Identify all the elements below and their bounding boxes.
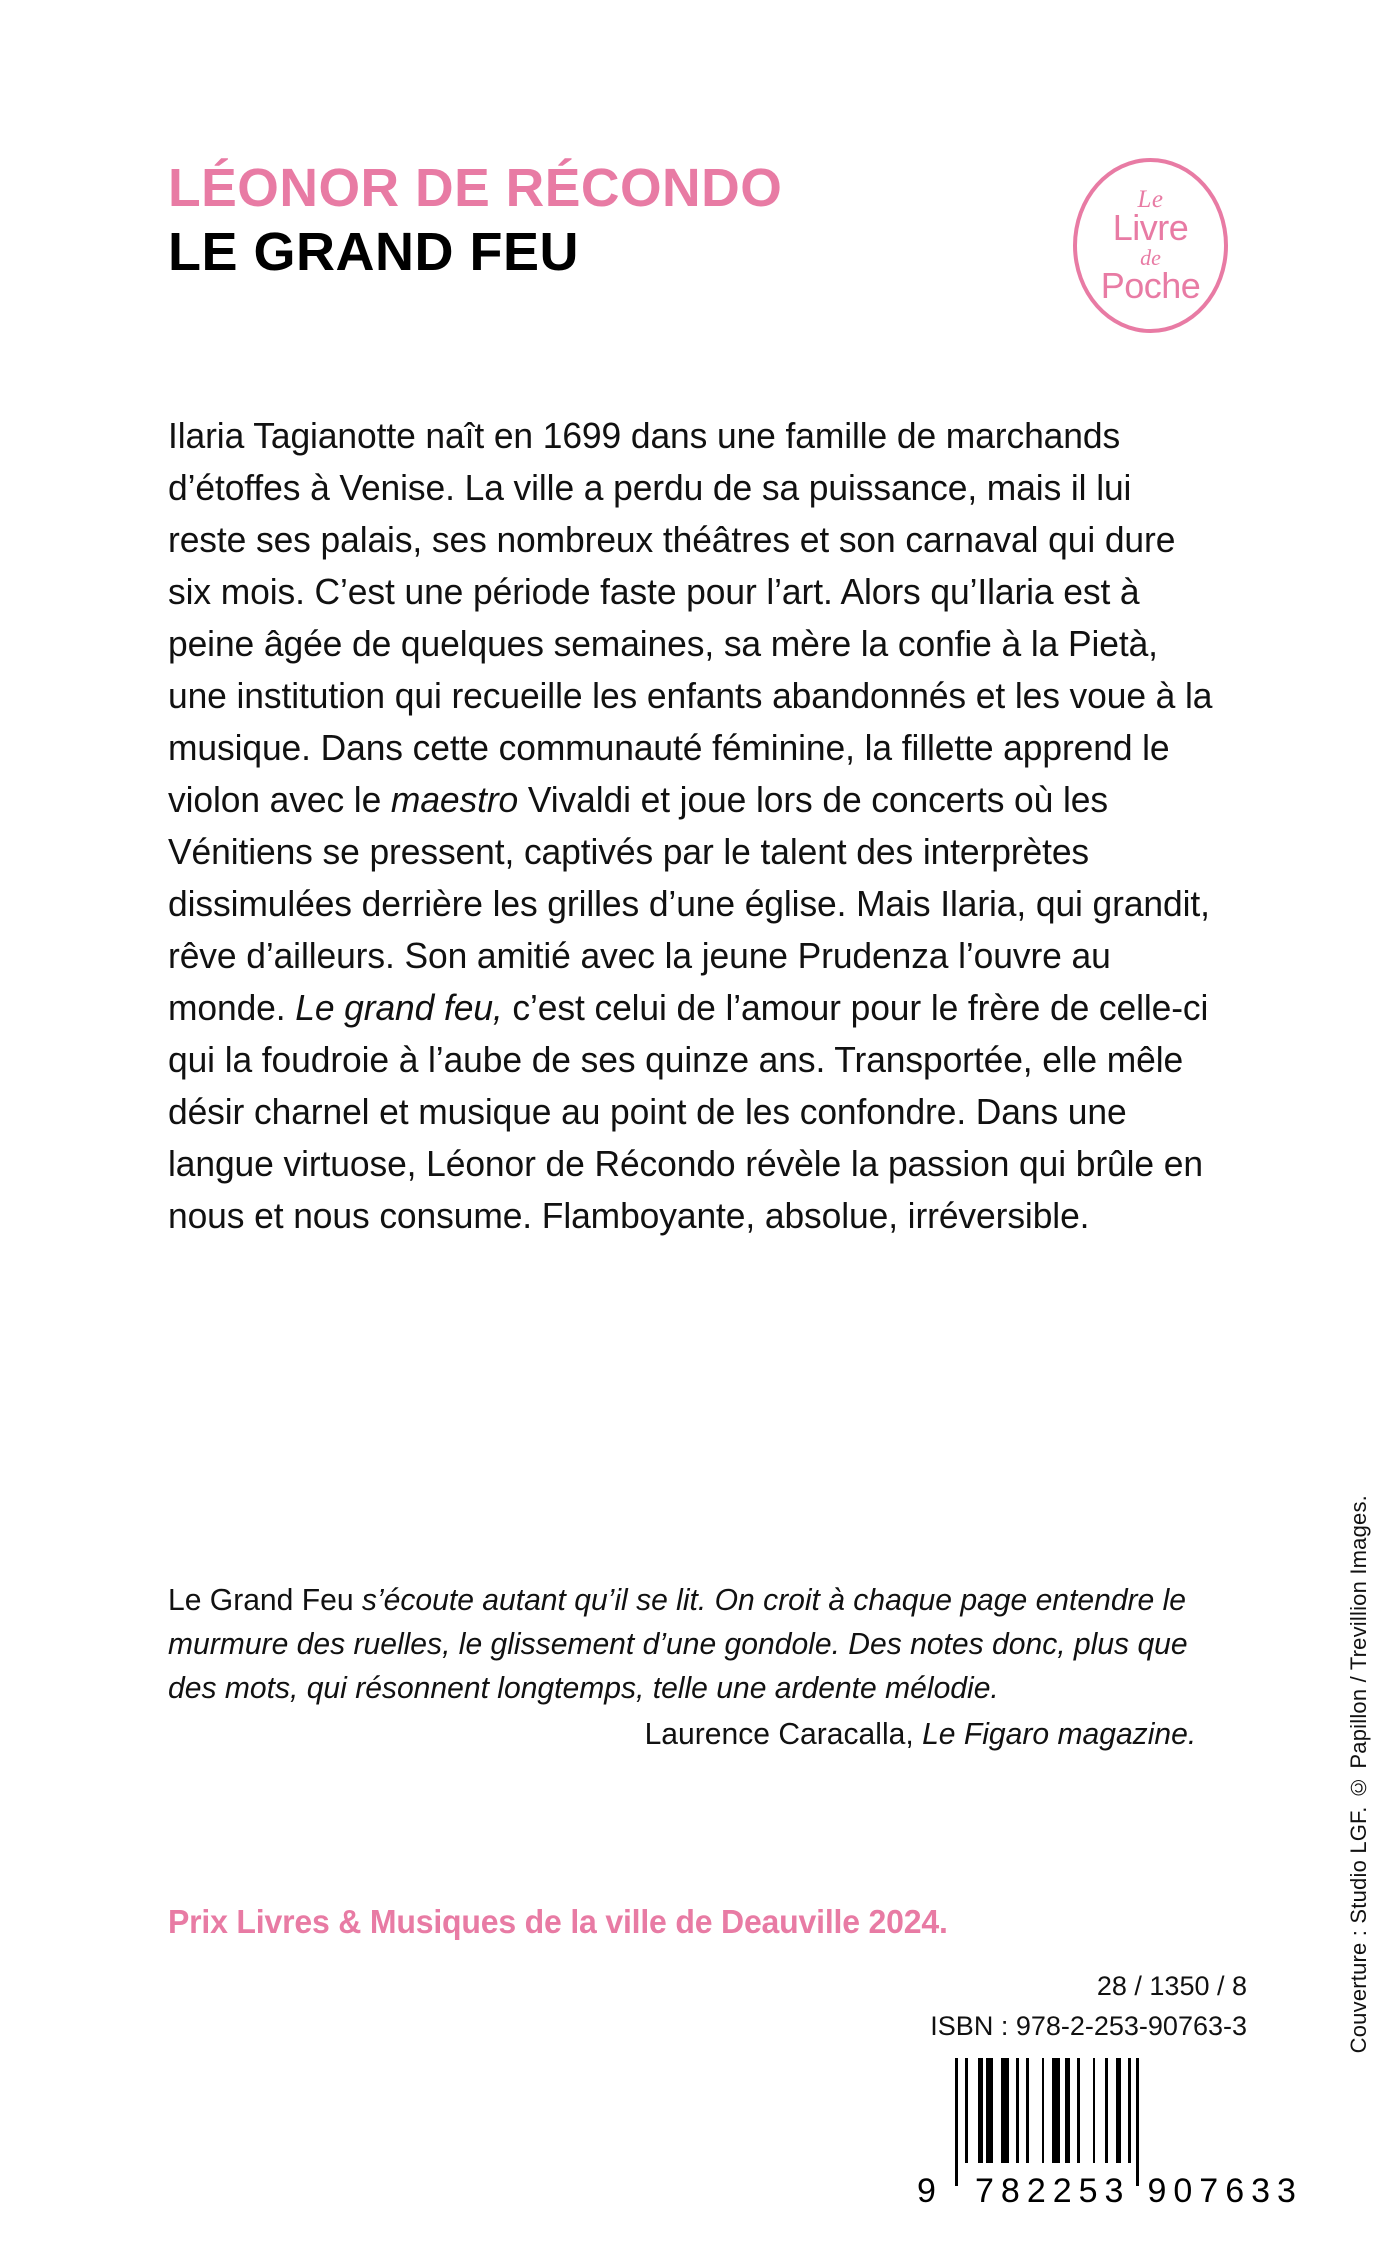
author-name: LÉONOR DE RÉCONDO (168, 158, 783, 218)
attribution-author: Laurence Caracalla, (644, 1716, 923, 1751)
livre-de-poche-logo (1073, 158, 1228, 333)
code-block (930, 1966, 1247, 2046)
prize-line: Prix Livres & Musiques de la ville de Deauville 2024. (168, 1903, 948, 1940)
book-title: LE GRAND FEU (168, 222, 579, 283)
barcode-lead-digit: 9 (917, 2172, 936, 2210)
isbn-code: ISBN : 978-2-253-90763-3 (930, 2011, 1247, 2041)
logo-text-poche: Poche (1100, 265, 1201, 306)
blurb-segment-3: Le grand feu, (295, 987, 503, 1028)
ean13-barcode (917, 2058, 1303, 2213)
press-quote-segment-1: s’écoute autant qu’il se lit. On croit à chaque page entendre le murmure des ruelles, le glissement d’une gondole. Des notes donc, plus que des mots, qui résonnent longtemps, telle une ardente mélodie. (168, 1582, 1188, 1705)
press-quote-attribution (168, 1712, 1216, 1756)
blurb-segment-0: Ilaria Tagianotte naît en 1699 dans une famille de marchands d’étoffes à Venise. La ville a perdu de sa puissance, mais il lui reste ses palais, ses nombreux théâtres et son carnaval qui dure six mois. C’est une période faste pour l’art. Alors qu’Ilaria est à peine âgée de quelques semaines, sa mère la confie à la Pietà, une institution qui recueille les enfants abandonnés et les voue à la musique. Dans cette communauté féminine, la fillette apprend le violon avec le (168, 415, 1213, 820)
cover-header (168, 158, 1068, 283)
logo-text-livre: Livre (1112, 207, 1189, 248)
cover-photo-credit: Couverture : Studio LGF. © Papillon / Trevillion Images. (1346, 1495, 1371, 2054)
price-code: 28 / 1350 / 8 (1096, 1971, 1247, 2001)
blurb-segment-2: Vivaldi et joue lors de concerts où les Vénitiens se pressent, captivés par le talent des interprètes dissimulées derrière les grilles d’une église. Mais Ilaria, qui grandit, rêve d’ailleurs. Son amitié avec la jeune Prudenza l’ouvre au monde. (168, 779, 1210, 1028)
barcode-digits (961, 2172, 1303, 2211)
logo-text-de: de (1140, 245, 1161, 270)
barcode-bars (955, 2058, 1247, 2186)
press-quote-segment-0: Le Grand Feu (168, 1582, 354, 1617)
barcode-group-1: 782253 (975, 2172, 1131, 2210)
press-quote (168, 1578, 1216, 1756)
logo-text-le: Le (1137, 186, 1164, 213)
blurb-paragraph (168, 410, 1216, 1242)
blurb-segment-4: c’est celui de l’amour pour le frère de celle-ci qui la foudroie à l’aube de ses quinze ans. Transportée, elle mêle désir charnel et musique au point de les confondre. Dans une langue virtuose, Léonor de Récondo révèle la passion qui brûle en nous et nous consume. Flamboyante, absolue, irréversible. (168, 987, 1209, 1236)
attribution-publication: Le Figaro magazine. (922, 1716, 1197, 1751)
blurb-segment-1: maestro (390, 779, 519, 820)
barcode-group-2: 907633 (1147, 2172, 1303, 2210)
press-quote-body (168, 1582, 1188, 1705)
